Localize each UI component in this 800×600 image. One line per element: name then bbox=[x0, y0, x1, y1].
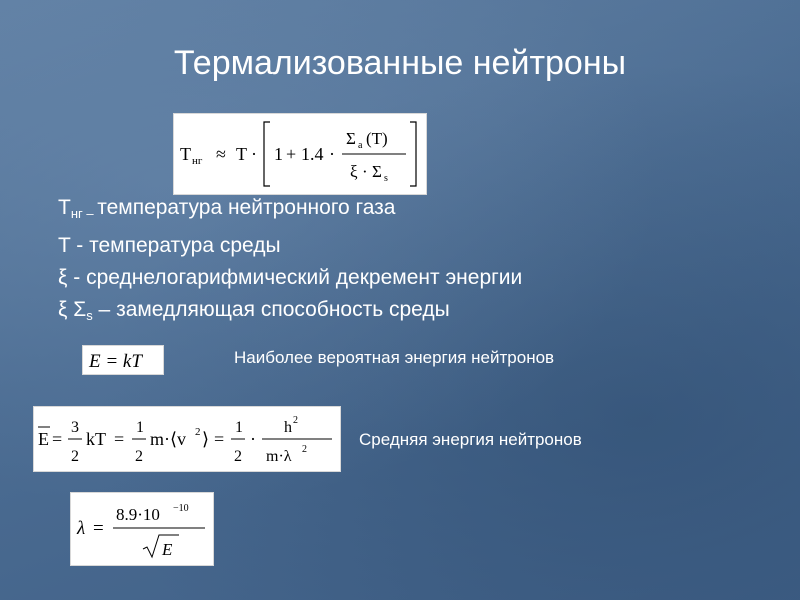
formula-mean-energy bbox=[33, 406, 341, 472]
f1-den-sub: s bbox=[384, 173, 388, 184]
f3-dot: · bbox=[250, 429, 256, 449]
f3-d2a: 2 bbox=[71, 448, 79, 465]
label-most-probable-energy: Наиболее вероятная энергия нейтронов bbox=[234, 348, 555, 367]
f1-dot2: · bbox=[329, 144, 335, 164]
f3-lsq: 2 bbox=[302, 444, 307, 455]
f4-exp: −10 bbox=[173, 503, 189, 514]
f4-num: 8.9·10 bbox=[116, 505, 160, 524]
definition-line: T - температура среды bbox=[58, 234, 281, 257]
f3-hsq: 2 bbox=[293, 415, 298, 426]
formula-temperature bbox=[173, 113, 427, 195]
definition-line: $T_{нг -}$ температура нейтронного газа bbox=[58, 196, 396, 221]
f4-lambda: λ bbox=[77, 518, 86, 539]
f3-sq: 2 bbox=[195, 426, 201, 438]
f2-text: E = kT bbox=[89, 351, 142, 372]
f4-eq: = bbox=[93, 518, 104, 539]
f3-mv: m·⟨v bbox=[150, 429, 187, 449]
definitions-list bbox=[58, 192, 522, 332]
f4-sqrt-sign bbox=[143, 535, 179, 557]
f3-d2c: 2 bbox=[234, 448, 242, 465]
f3-kT: kT bbox=[86, 429, 106, 449]
slide-title: Термализованные нейтроны bbox=[173, 44, 627, 82]
f3-eq1: = bbox=[52, 429, 63, 449]
f1-den-dot: · bbox=[362, 162, 368, 181]
f3-n1a: 1 bbox=[136, 419, 144, 436]
f1-approx: ≈ bbox=[216, 144, 226, 164]
f3-n1b: 1 bbox=[235, 419, 243, 436]
f1-num-arg: (T) bbox=[366, 129, 388, 148]
f3-E: E bbox=[38, 429, 49, 449]
f1-num-sub: a bbox=[358, 140, 363, 151]
f3-h: h bbox=[284, 419, 292, 436]
f1-dot: · bbox=[251, 144, 257, 164]
f1-den-sigma: Σ bbox=[372, 162, 382, 181]
f3-mlambda: m·λ bbox=[266, 448, 292, 465]
formula-wavelength bbox=[70, 492, 214, 566]
f1-right-bracket bbox=[410, 122, 416, 186]
f3-eq2: = bbox=[114, 429, 125, 449]
f1-plus: + bbox=[286, 144, 297, 164]
f4-den: E bbox=[162, 540, 173, 559]
f1-rhs-T: T bbox=[236, 144, 247, 164]
f1-num-sigma: Σ bbox=[346, 129, 356, 148]
f1-one: 1 bbox=[274, 144, 283, 164]
label-mean-energy: Средняя энергия нейтронов bbox=[359, 430, 582, 449]
f3-close: ⟩ bbox=[202, 429, 210, 449]
f1-left-bracket bbox=[264, 122, 270, 186]
f1-coef: 1.4 bbox=[301, 144, 324, 164]
f1-den-xi: ξ bbox=[350, 162, 358, 181]
f3-d2b: 2 bbox=[135, 448, 143, 465]
formula-most-probable-energy bbox=[82, 345, 164, 375]
f1-lhs-sub: нг bbox=[192, 155, 203, 167]
definition-line: ξ $\Sigma_s$ – замедляющая способность среды bbox=[58, 298, 450, 323]
definition-line: ξ - среднелогарифмический декремент энергии bbox=[58, 266, 523, 289]
f3-n3: 3 bbox=[71, 419, 79, 436]
f3-eq3: = bbox=[214, 429, 225, 449]
f1-lhs-T: T bbox=[180, 144, 191, 164]
